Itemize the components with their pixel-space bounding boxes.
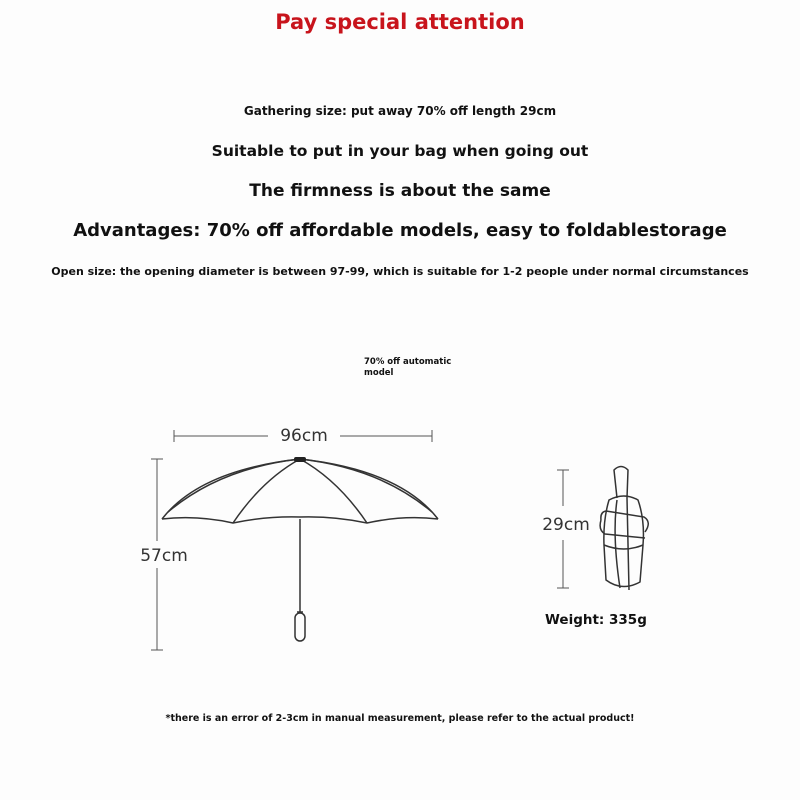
folded-length-label: 29cm (542, 515, 590, 535)
open-size-text: Open size: the opening diameter is between 97-99, which is suitable for 1-2 people under normal circumstances (51, 265, 749, 278)
open-umbrella-icon (162, 459, 438, 641)
advantages-text: Advantages: 70% off affordable models, easy to foldablestorage (73, 220, 727, 241)
page-title: Pay special attention (275, 10, 525, 34)
gathering-size-text: Gathering size: put away 70% off length 29cm (243, 104, 557, 118)
umbrella-tip-icon (294, 457, 306, 462)
folded-umbrella-icon (600, 467, 648, 591)
model-label: 70% off automatic model (364, 357, 452, 378)
measurement-note: *there is an error of 2-3cm in manual measurement, please refer to the actual product! (165, 713, 635, 724)
bag-suitability-text: Suitable to put in your bag when going out (211, 142, 589, 160)
weight-label: Weight: 335g (545, 612, 647, 628)
firmness-text: The firmness is about the same (249, 181, 551, 201)
diameter-label: 96cm (280, 426, 328, 446)
height-label: 57cm (140, 546, 188, 566)
